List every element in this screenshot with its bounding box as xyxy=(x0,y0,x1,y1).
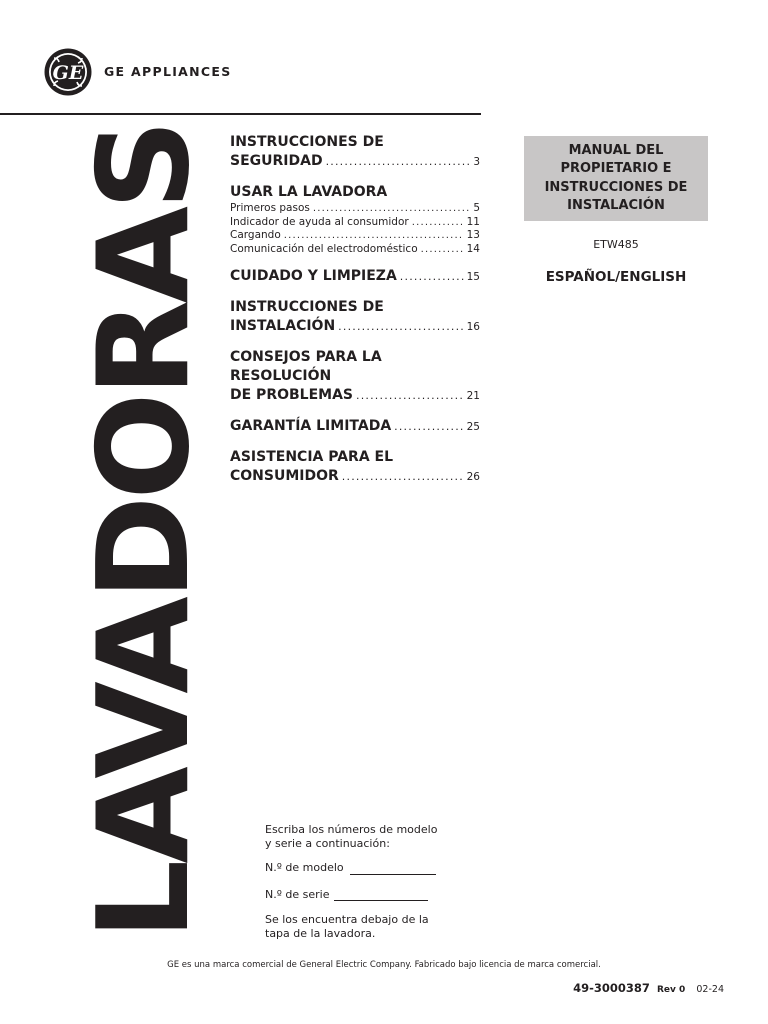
toc-page-number: 11 xyxy=(466,215,480,228)
model-number: ETW485 xyxy=(593,238,639,251)
form-intro: Escriba los números de modelo xyxy=(265,823,438,836)
toc-item-label: Indicador de ayuda al consumidor xyxy=(230,215,409,228)
toc-item[interactable] xyxy=(230,216,480,230)
toc-section-assistance[interactable] xyxy=(230,448,480,487)
toc-page-number: 16 xyxy=(466,321,480,333)
trademark-notice: GE es una marca comercial de General Electric Company. Fabricado bajo licencia de marca comercial. xyxy=(167,960,601,970)
vertical-title: LAVADORAS xyxy=(70,123,217,940)
toc-section-title: CONSEJOS PARA LA RESOLUCIÓN xyxy=(230,349,382,384)
toc-leader-dots xyxy=(342,467,464,486)
manual-title-line: INSTALACIÓN xyxy=(567,198,665,213)
toc-section-safety[interactable] xyxy=(230,133,480,172)
manual-title-line: INSTRUCCIONES DE xyxy=(544,179,688,195)
serial-label: N.º de serie xyxy=(265,887,330,901)
toc-item[interactable] xyxy=(230,202,480,216)
model-blank-line[interactable] xyxy=(350,864,436,875)
toc-section-title[interactable]: USAR LA LAVADORA xyxy=(230,184,388,200)
toc-page-number: 26 xyxy=(466,471,480,483)
toc-section-title: SEGURIDAD xyxy=(230,153,323,169)
toc-leader-dots xyxy=(326,152,471,171)
document-number: 49-3000387 xyxy=(573,981,650,995)
toc-page-number: 14 xyxy=(466,242,480,255)
document-code xyxy=(520,977,724,996)
toc-section-care[interactable] xyxy=(230,267,480,287)
toc-page-number: 25 xyxy=(466,421,480,433)
manual-title-line: MANUAL DEL xyxy=(568,142,664,158)
toc-section-using xyxy=(230,183,480,256)
toc-section-installation[interactable] xyxy=(230,298,480,337)
manual-title-box xyxy=(524,136,708,221)
toc-section-title: DE PROBLEMAS xyxy=(230,387,354,403)
ge-monogram-icon xyxy=(44,48,92,96)
toc-page-number: 13 xyxy=(466,229,480,241)
revision-date: 02-24 xyxy=(696,984,724,995)
toc-page-number: 5 xyxy=(473,202,480,214)
toc-leader-dots xyxy=(284,229,464,243)
model-serial-form xyxy=(265,823,465,940)
toc-leader-dots xyxy=(356,386,464,405)
toc-section-warranty[interactable] xyxy=(230,417,480,437)
manual-title-line: PROPIETARIO E xyxy=(560,161,672,176)
header-divider xyxy=(0,113,481,115)
toc-item-label: Primeros pasos xyxy=(230,202,310,214)
toc-section-title: GARANTÍA LIMITADA xyxy=(230,418,392,434)
ge-logo xyxy=(44,48,92,96)
serial-blank-line[interactable] xyxy=(334,890,428,901)
logo-text: GE xyxy=(52,62,84,84)
toc-leader-dots xyxy=(313,202,470,216)
toc-leader-dots xyxy=(412,216,464,230)
form-note: Se los encuentra debajo de la xyxy=(265,913,429,926)
toc-item-label: Comunicación del electrodoméstico xyxy=(230,242,418,255)
toc-section-title: CONSUMIDOR xyxy=(230,468,339,484)
language-label: ESPAÑOL/ENGLISH xyxy=(545,269,687,285)
toc-section-title: INSTRUCCIONES DE xyxy=(230,134,384,150)
toc-item-label: Cargando xyxy=(230,229,281,241)
model-label: N.º de modelo xyxy=(265,861,344,874)
toc-section-title: CUIDADO Y LIMPIEZA xyxy=(230,268,397,284)
table-of-contents xyxy=(230,133,480,498)
form-intro: y serie a continuación: xyxy=(265,836,390,850)
form-note: tapa de la lavadora. xyxy=(265,926,376,940)
toc-leader-dots xyxy=(338,317,463,336)
toc-page-number: 21 xyxy=(466,390,480,402)
toc-leader-dots xyxy=(400,267,464,286)
revision: Rev 0 xyxy=(657,985,686,995)
toc-page-number: 3 xyxy=(473,156,480,168)
toc-section-title: ASISTENCIA PARA EL xyxy=(230,449,394,465)
model-number-field[interactable] xyxy=(265,861,465,875)
toc-section-title: INSTALACIÓN xyxy=(230,318,336,334)
toc-item[interactable] xyxy=(230,243,480,257)
brand-name: GE APPLIANCES xyxy=(104,64,232,79)
toc-section-troubleshooting[interactable] xyxy=(230,348,480,406)
serial-number-field[interactable] xyxy=(265,888,465,902)
toc-item[interactable] xyxy=(230,229,480,243)
toc-leader-dots xyxy=(394,417,463,436)
toc-page-number: 15 xyxy=(466,271,480,283)
toc-section-title: INSTRUCCIONES DE xyxy=(230,299,384,315)
toc-leader-dots xyxy=(421,243,464,257)
